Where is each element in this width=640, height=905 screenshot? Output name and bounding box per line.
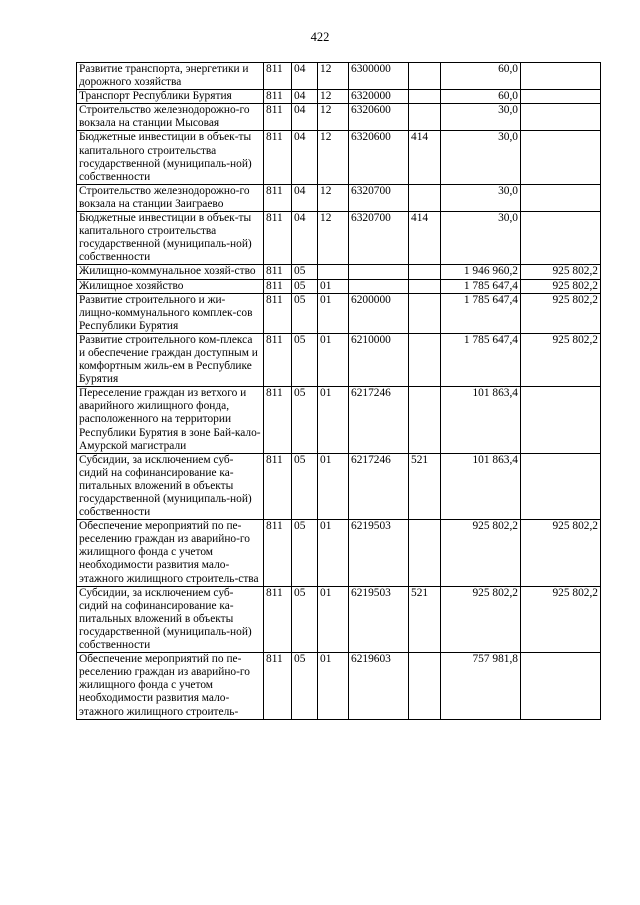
cell-target-article: 6300000 (349, 63, 409, 90)
cell-amount-1: 30,0 (441, 131, 521, 184)
cell-subsection-code: 01 (318, 279, 349, 293)
cell-subsection-code (318, 265, 349, 279)
table-row (77, 279, 601, 293)
cell-subsection-code: 01 (318, 586, 349, 652)
table-body (77, 63, 601, 720)
cell-expense-type: 414 (409, 212, 441, 265)
cell-amount-1: 925 802,2 (441, 586, 521, 652)
cell-department-code: 811 (264, 520, 292, 586)
cell-name: Обеспечение мероприятий по пе-реселению граждан из аварийно-го жилищного фонда с учетом необходимости развития мало-этажного жилищного строитель- (77, 653, 264, 719)
cell-section-code: 04 (292, 131, 318, 184)
table-row (77, 520, 601, 586)
cell-subsection-code: 12 (318, 63, 349, 90)
cell-amount-1: 925 802,2 (441, 520, 521, 586)
cell-subsection-code: 01 (318, 387, 349, 453)
cell-name: Бюджетные инвестиции в объек-ты капитального строительства государственной (муниципаль-ной) собственности (77, 212, 264, 265)
cell-target-article: 6320600 (349, 104, 409, 131)
cell-amount-2: 925 802,2 (521, 333, 601, 386)
cell-department-code: 811 (264, 333, 292, 386)
cell-section-code: 04 (292, 63, 318, 90)
cell-subsection-code: 01 (318, 333, 349, 386)
cell-section-code: 04 (292, 90, 318, 104)
cell-amount-2: 925 802,2 (521, 586, 601, 652)
cell-name: Жилищное хозяйство (77, 279, 264, 293)
cell-target-article: 6320000 (349, 90, 409, 104)
cell-department-code: 811 (264, 653, 292, 719)
cell-subsection-code: 01 (318, 453, 349, 519)
cell-amount-2: 925 802,2 (521, 279, 601, 293)
cell-expense-type (409, 104, 441, 131)
cell-department-code: 811 (264, 265, 292, 279)
cell-subsection-code: 12 (318, 131, 349, 184)
cell-amount-2 (521, 63, 601, 90)
table-row (77, 586, 601, 652)
cell-expense-type (409, 90, 441, 104)
cell-amount-1: 1 785 647,4 (441, 279, 521, 293)
cell-department-code: 811 (264, 387, 292, 453)
table-row (77, 63, 601, 90)
cell-expense-type (409, 333, 441, 386)
cell-name: Развитие строительного ком-плекса и обеспечение граждан доступным и комфортным жиль-ем в Республике Бурятия (77, 333, 264, 386)
cell-expense-type (409, 279, 441, 293)
cell-section-code: 04 (292, 184, 318, 211)
cell-target-article: 6219603 (349, 653, 409, 719)
cell-name: Жилищно-коммунальное хозяй-ство (77, 265, 264, 279)
cell-department-code: 811 (264, 184, 292, 211)
cell-name: Развитие транспорта, энергетики и дорожного хозяйства (77, 63, 264, 90)
cell-section-code: 05 (292, 653, 318, 719)
cell-amount-1: 1 785 647,4 (441, 293, 521, 333)
table-row (77, 265, 601, 279)
cell-amount-1: 101 863,4 (441, 387, 521, 453)
cell-amount-1: 30,0 (441, 104, 521, 131)
cell-department-code: 811 (264, 104, 292, 131)
cell-subsection-code: 12 (318, 184, 349, 211)
cell-department-code: 811 (264, 212, 292, 265)
cell-amount-1: 757 981,8 (441, 653, 521, 719)
cell-subsection-code: 01 (318, 653, 349, 719)
cell-amount-2 (521, 131, 601, 184)
cell-section-code: 04 (292, 104, 318, 131)
table-row (77, 387, 601, 453)
cell-expense-type: 414 (409, 131, 441, 184)
cell-name: Транспорт Республики Бурятия (77, 90, 264, 104)
cell-expense-type (409, 184, 441, 211)
cell-amount-2 (521, 212, 601, 265)
cell-section-code: 04 (292, 212, 318, 265)
cell-target-article: 6320700 (349, 184, 409, 211)
cell-name: Субсидии, за исключением суб-сидий на софинансирование ка-питальных вложений в объекты государственной (муниципаль-ной) собственности (77, 453, 264, 519)
cell-amount-1: 30,0 (441, 212, 521, 265)
cell-name: Бюджетные инвестиции в объек-ты капитального строительства государственной (муниципаль-ной) собственности (77, 131, 264, 184)
cell-target-article: 6219503 (349, 520, 409, 586)
cell-name: Развитие строительного и жи-лищно-коммунального комплек-сов Республики Бурятия (77, 293, 264, 333)
cell-department-code: 811 (264, 90, 292, 104)
cell-amount-1: 1 785 647,4 (441, 333, 521, 386)
cell-name: Обеспечение мероприятий по пе-реселению граждан из аварийно-го жилищного фонда с учетом необходимости развития мало-этажного жилищного строитель-ства (77, 520, 264, 586)
cell-amount-2: 925 802,2 (521, 520, 601, 586)
cell-target-article: 6210000 (349, 333, 409, 386)
table-row (77, 90, 601, 104)
cell-name: Строительство железнодорожно-го вокзала на станции Заиграево (77, 184, 264, 211)
cell-expense-type (409, 265, 441, 279)
cell-section-code: 05 (292, 453, 318, 519)
cell-section-code: 05 (292, 520, 318, 586)
cell-target-article: 6217246 (349, 387, 409, 453)
cell-target-article: 6320700 (349, 212, 409, 265)
cell-section-code: 05 (292, 387, 318, 453)
cell-section-code: 05 (292, 265, 318, 279)
cell-amount-1: 1 946 960,2 (441, 265, 521, 279)
table-row (77, 293, 601, 333)
cell-department-code: 811 (264, 586, 292, 652)
cell-amount-2 (521, 184, 601, 211)
cell-section-code: 05 (292, 293, 318, 333)
cell-expense-type (409, 520, 441, 586)
cell-section-code: 05 (292, 586, 318, 652)
cell-amount-2: 925 802,2 (521, 293, 601, 333)
cell-name: Субсидии, за исключением суб-сидий на софинансирование ка-питальных вложений в объекты государственной (муниципаль-ной) собственности (77, 586, 264, 652)
cell-target-article: 6320600 (349, 131, 409, 184)
cell-department-code: 811 (264, 453, 292, 519)
table-row (77, 184, 601, 211)
cell-target-article: 6200000 (349, 293, 409, 333)
table-row (77, 104, 601, 131)
cell-amount-2 (521, 453, 601, 519)
cell-amount-1: 30,0 (441, 184, 521, 211)
cell-subsection-code: 01 (318, 293, 349, 333)
budget-table (76, 62, 601, 720)
table-row (77, 131, 601, 184)
cell-department-code: 811 (264, 63, 292, 90)
cell-amount-1: 60,0 (441, 63, 521, 90)
page-number: 422 (310, 30, 330, 44)
cell-expense-type (409, 387, 441, 453)
cell-target-article: 6219503 (349, 586, 409, 652)
cell-target-article (349, 279, 409, 293)
cell-amount-2 (521, 90, 601, 104)
cell-amount-2 (521, 104, 601, 131)
cell-subsection-code: 12 (318, 212, 349, 265)
cell-department-code: 811 (264, 293, 292, 333)
cell-section-code: 05 (292, 279, 318, 293)
table-row (77, 453, 601, 519)
cell-section-code: 05 (292, 333, 318, 386)
cell-expense-type (409, 63, 441, 90)
cell-name: Строительство железнодорожно-го вокзала на станции Мысовая (77, 104, 264, 131)
cell-subsection-code: 12 (318, 90, 349, 104)
cell-department-code: 811 (264, 131, 292, 184)
cell-expense-type: 521 (409, 453, 441, 519)
table-row (77, 212, 601, 265)
cell-expense-type (409, 653, 441, 719)
cell-expense-type (409, 293, 441, 333)
cell-department-code: 811 (264, 279, 292, 293)
cell-expense-type: 521 (409, 586, 441, 652)
cell-amount-1: 101 863,4 (441, 453, 521, 519)
cell-subsection-code: 01 (318, 520, 349, 586)
table-row (77, 653, 601, 719)
cell-amount-2: 925 802,2 (521, 265, 601, 279)
cell-subsection-code: 12 (318, 104, 349, 131)
cell-target-article: 6217246 (349, 453, 409, 519)
cell-amount-1: 60,0 (441, 90, 521, 104)
cell-name: Переселение граждан из ветхого и аварийного жилищного фонда, расположенного на территории Республики Бурятия в зоне Бай-кало-Амурской магистрали (77, 387, 264, 453)
cell-target-article (349, 265, 409, 279)
cell-amount-2 (521, 387, 601, 453)
cell-amount-2 (521, 653, 601, 719)
table-row (77, 333, 601, 386)
